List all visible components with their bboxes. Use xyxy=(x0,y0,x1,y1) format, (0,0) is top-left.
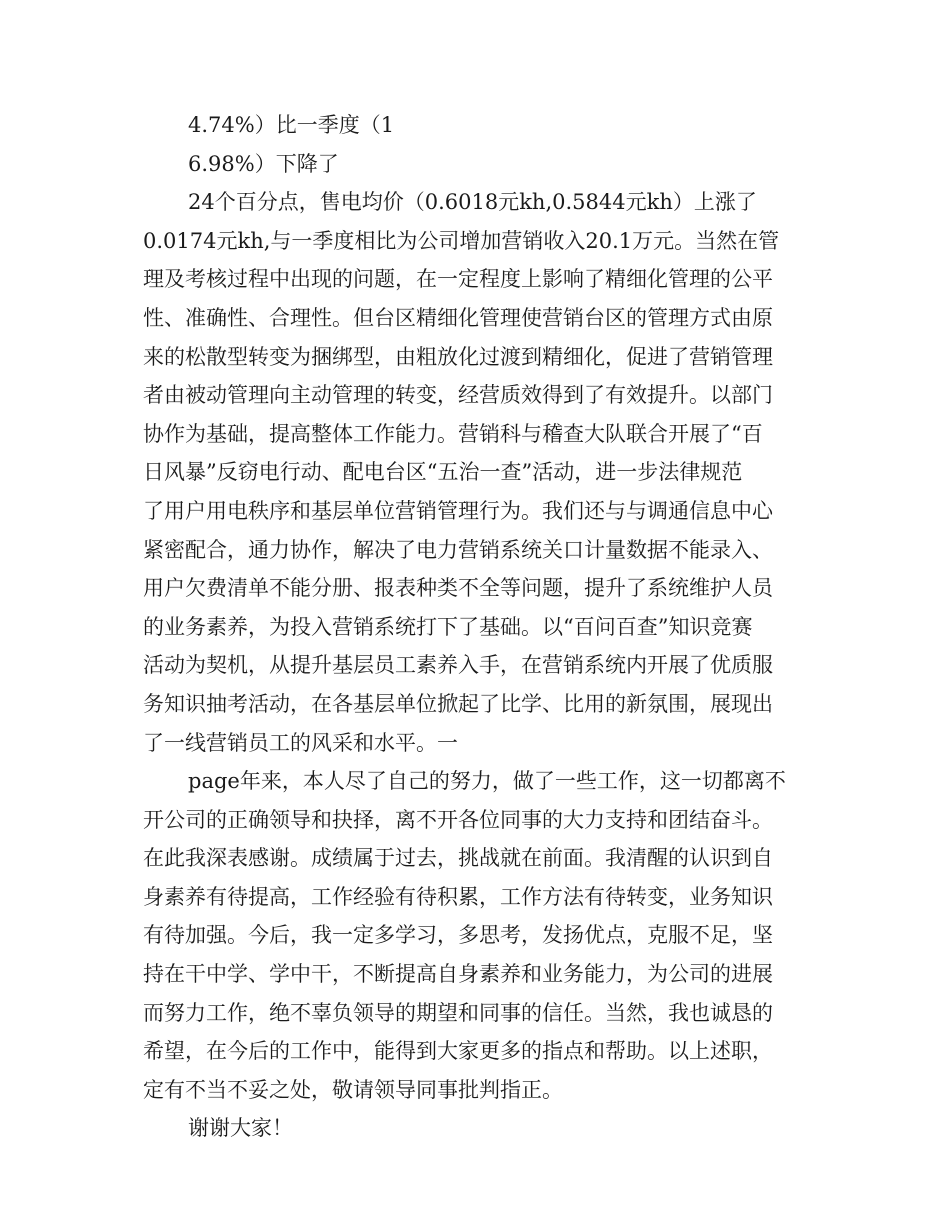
text-line: 0.0174元kh,与一季度相比为公司增加营销收入20.1万元。当然在管 xyxy=(143,228,780,253)
text-line: 用户欠费清单不能分册、报表种类不全等问题，提升了系统维护人员 xyxy=(143,576,773,601)
text-line: 身素养有待提高，工作经验有待积累，工作方法有待转变，业务知识 xyxy=(143,884,773,909)
text-line: 而努力工作，绝不辜负领导的期望和同事的信任。当然，我也诚恳的 xyxy=(143,1000,773,1025)
text-line: 24个百分点，售电均价（0.6018元kh,0.5844元kh）上涨了 xyxy=(188,190,757,215)
text-line: 了一线营销员工的风采和水平。一 xyxy=(143,730,458,755)
text-line: 希望，在今后的工作中，能得到大家更多的指点和帮助。以上述职， xyxy=(143,1039,773,1064)
text-line: 日风暴”反窃电行动、配电台区“五治一查”活动，进一步法律规范 xyxy=(143,460,743,485)
text-line: 6.98%）下降了 xyxy=(188,151,339,176)
text-line: 在此我深表感谢。成绩属于过去，挑战就在前面。我清醒的认识到自 xyxy=(143,846,773,871)
text-line: 活动为契机，从提升基层员工素养入手，在营销系统内开展了优质服 xyxy=(143,653,773,678)
text-line: 务知识抽考活动，在各基层单位掀起了比学、比用的新氛围，展现出 xyxy=(143,691,773,716)
text-line: 谢谢大家！ xyxy=(188,1116,293,1141)
text-line: page年来，本人尽了自己的努力，做了一些工作，这一切都离不 xyxy=(188,769,786,794)
text-line: 紧密配合，通力协作，解决了电力营销系统关口计量数据不能录入、 xyxy=(143,537,773,562)
text-line: 持在干中学、学中干，不断提高自身素养和业务能力，为公司的进展 xyxy=(143,962,773,987)
text-line: 协作为基础，提高整体工作能力。营销科与稽查大队联合开展了“百 xyxy=(143,421,763,446)
text-line: 的业务素养，为投入营销系统打下了基础。以“百问百查”知识竞赛 xyxy=(143,614,753,639)
text-line: 来的松散型转变为捆绑型，由粗放化过渡到精细化，促进了营销管理 xyxy=(143,344,773,369)
text-line: 性、准确性、合理性。但台区精细化管理使营销台区的管理方式由原 xyxy=(143,305,773,330)
text-line: 4.74%）比一季度（1 xyxy=(188,113,395,137)
text-line: 了用户用电秩序和基层单位营销管理行为。我们还与与调通信息中心 xyxy=(143,498,773,523)
text-line: 理及考核过程中出现的问题，在一定程度上影响了精细化管理的公平 xyxy=(143,267,773,292)
text-line: 有待加强。今后，我一定多学习，多思考，发扬优点，克服不足，坚 xyxy=(143,923,773,948)
document-body xyxy=(143,106,806,1148)
text-line: 开公司的正确领导和抉择，离不开各位同事的大力支持和团结奋斗。 xyxy=(143,807,773,832)
text-line: 者由被动管理向主动管理的转变，经营质效得到了有效提升。以部门 xyxy=(143,383,773,408)
text-line: 定有不当不妥之处，敬请领导同事批判指正。 xyxy=(143,1077,563,1102)
